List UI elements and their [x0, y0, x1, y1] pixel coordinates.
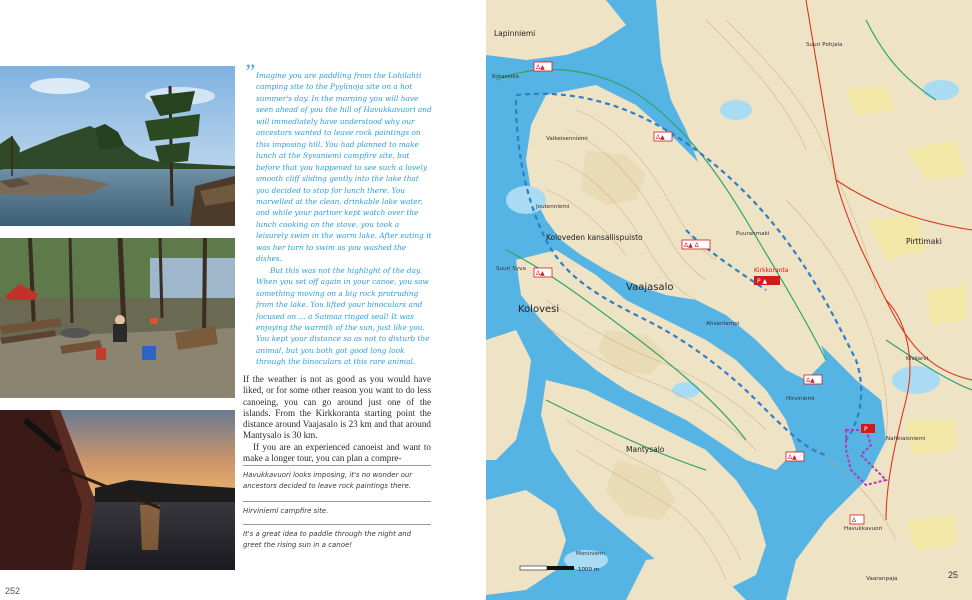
svg-text:Δ▲: Δ▲: [536, 270, 545, 277]
map-label-kolovesi: Kolovesi: [518, 304, 560, 315]
body-text: [243, 374, 431, 464]
photo-canoe-sunrise: [0, 410, 235, 570]
topographic-map: [486, 0, 972, 600]
caption-2: Hirvinieml campfire site.: [243, 507, 329, 515]
photo-captions: [243, 465, 431, 556]
map-label-puuranmaki: Puuranmaki: [736, 231, 770, 237]
svg-text:Δ▲: Δ▲: [536, 64, 545, 71]
map-label-valkeisenniemi: Valkeisenniemi: [546, 136, 588, 142]
page-number: 252: [5, 586, 21, 596]
scale-label: 1000 m: [578, 567, 600, 573]
map-label-havukkavuori: Havukkavuori: [844, 526, 883, 532]
map-label-vaajasalo: Vaajasalo: [626, 282, 674, 293]
svg-text:Δ: Δ: [852, 517, 857, 524]
map-label-pirttimaki: Pirttimaki: [906, 237, 942, 246]
map-label-moniniemi: Moniniemi: [576, 551, 605, 557]
photo-lake-island: [0, 66, 235, 226]
map-label-vaaranpaja: Vaaranpaja: [866, 576, 898, 582]
map-label-joutenniemi: Joutenniemi: [536, 204, 570, 210]
map-label-ahvenlampi: Ahvenlampi: [706, 321, 740, 327]
svg-text:Δ▲: Δ▲: [806, 377, 815, 384]
svg-text:Δ▲: Δ▲: [788, 454, 797, 461]
quote-paragraph-2: But this was not the highlight of the day. When you set off again in your canoe, you saw something moving on a big rock protruding from the lake. You lifted your binoculars and focused on ... a Saimaa ringed seal! It was enjoying the warmth of the sun, just like you. You kept your distance so as not to disturb the animal, but you both got good long look through the binoculars at this rare animal.: [256, 265, 430, 367]
quote-paragraph-1: Imagine you are paddling from the Lohilahti camping site to the Pyylinoja site on a hot summer's day. In the morning you will have seen ahead of you the hill of Havukkavuori and will immediately have understood why our ancestors wanted to leave rock paintings on this imposing hill. You had planned to make lunch at the Syvaniemi campfire site, but before that you happened to see such a lovely smooth cliff sliding gently into the lake that you decided to stop for lunch there. You marvelled at the clean, drinkable lake water, and while your partner kept watch over the lunch cooking on the stove, you took a leisurely swim in the warm lake. After eating it was her turn to swim as you washed the dishes.: [256, 71, 432, 264]
quote-mark: ”: [243, 59, 256, 84]
map-label-kirkkoranta: Kirkkoranta: [754, 267, 789, 274]
map-label-hirviniemi: Hirviniemi: [786, 396, 815, 402]
map-label-kivijarvi: Kivijarvi: [906, 356, 929, 362]
body-paragraph-2: If you are an experienced canoeist and want to make a longer tour, you can plan a compre-: [243, 441, 431, 464]
map-label-lapinniemi: Lapinniemi: [494, 29, 536, 38]
caption-3: It's a great idea to paddle through the night and greet the rising sun in a canoe!: [243, 530, 412, 550]
map-label-kotaselka: Kotaselka: [492, 74, 519, 80]
svg-text:Δ▲: Δ▲: [656, 134, 665, 141]
svg-text:P ▲: P ▲: [757, 278, 768, 285]
pull-quote: [256, 70, 432, 368]
map-label-nahkiaisniemi: Nahkiaisniemi: [886, 436, 926, 442]
map-page-number: 25: [948, 570, 959, 580]
map-label-suuri-pohjala: Suuri Pohjala: [806, 42, 843, 48]
map-label-mantysalo: Mantysalo: [626, 445, 665, 454]
svg-text:P: P: [864, 426, 868, 433]
map-label-koloveden: Koloveden kansallispuisto: [546, 233, 643, 242]
svg-text:Δ▲ Δ: Δ▲ Δ: [684, 242, 699, 249]
body-paragraph-1: If the weather is not as good as you would have liked, or for some other reason you want to do less canoeing, you can go around just one of the islands. From the Kirkkoranta starting point the distance around Vaajasalo is 23 km and that around Mantysalo is 30 km.: [243, 374, 431, 441]
caption-1: Havukkavuori looks imposing, it's no wonder our ancestors decided to leave rock paintings there.: [243, 471, 413, 491]
map-label-suuri-syva: Suuri Syva: [496, 266, 526, 272]
photo-campfire-site: [0, 238, 235, 398]
